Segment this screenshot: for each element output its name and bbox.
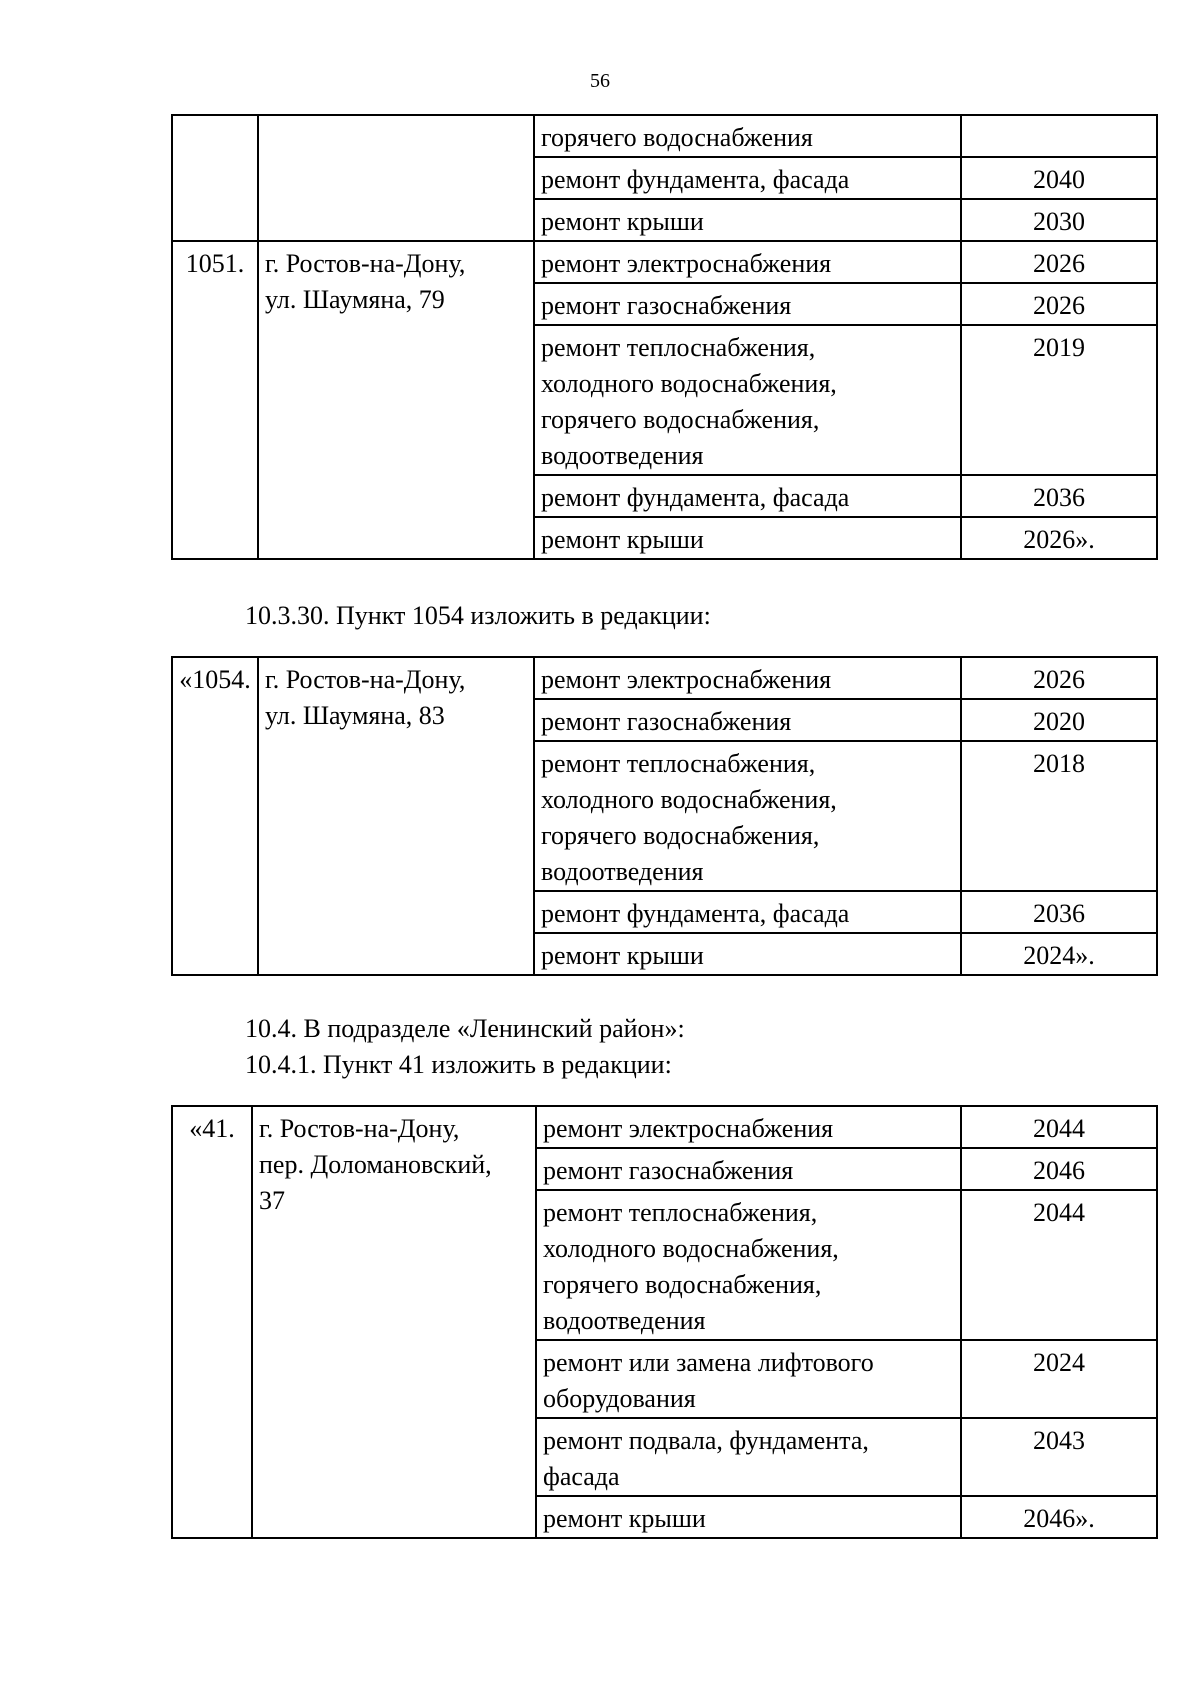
repair-table-1054	[171, 656, 1158, 976]
address-line: пер. Доломановский,	[259, 1150, 492, 1179]
work-cell	[534, 699, 961, 741]
year-cell: 2044	[961, 1190, 1157, 1340]
item-number-cell: «1054.	[172, 657, 258, 975]
work-line: ремонт или замена лифтового	[543, 1348, 874, 1377]
work-line: ремонт газоснабжения	[543, 1156, 794, 1185]
work-line: ремонт электроснабжения	[543, 1114, 834, 1143]
year-cell: 2030	[961, 199, 1157, 241]
year-cell: 2044	[961, 1106, 1157, 1148]
address-line: 37	[259, 1186, 285, 1215]
table-row	[172, 657, 1157, 699]
year-cell: 2026».	[961, 517, 1157, 559]
year-cell: 2024».	[961, 933, 1157, 975]
paragraph-10-3-30: 10.3.30. Пункт 1054 изложить в редакции:	[245, 601, 711, 630]
work-line: ремонт газоснабжения	[541, 707, 792, 736]
work-line: ремонт крыши	[541, 525, 704, 554]
year-cell: 2024	[961, 1340, 1157, 1418]
work-cell	[534, 157, 961, 199]
work-line: ремонт фундамента, фасада	[541, 899, 850, 928]
work-cell	[536, 1190, 961, 1340]
year-cell: 2043	[961, 1418, 1157, 1496]
work-cell	[534, 115, 961, 157]
work-cell	[534, 891, 961, 933]
year-cell: 2018	[961, 741, 1157, 891]
work-cell	[536, 1340, 961, 1418]
year-cell: 2040	[961, 157, 1157, 199]
work-line: ремонт электроснабжения	[541, 249, 832, 278]
year-cell	[961, 115, 1157, 157]
work-line: водоотведения	[541, 857, 704, 886]
work-line: ремонт теплоснабжения,	[541, 749, 816, 778]
work-line: ремонт электроснабжения	[541, 665, 832, 694]
year-cell: 2026	[961, 283, 1157, 325]
address-cell	[252, 1106, 536, 1538]
address-line: ул. Шаумяна, 79	[265, 285, 445, 314]
year-cell: 2036	[961, 891, 1157, 933]
work-cell	[534, 241, 961, 283]
work-cell	[534, 283, 961, 325]
work-line: ремонт теплоснабжения,	[543, 1198, 818, 1227]
address-line: г. Ростов-на-Дону,	[259, 1114, 460, 1143]
work-line: горячего водоснабжения,	[541, 405, 820, 434]
work-line: ремонт газоснабжения	[541, 291, 792, 320]
work-cell	[534, 199, 961, 241]
address-cell	[258, 115, 534, 241]
work-cell	[534, 741, 961, 891]
work-line: холодного водоснабжения,	[541, 785, 837, 814]
page-number: 56	[590, 70, 610, 92]
address-line: г. Ростов-на-Дону,	[265, 665, 466, 694]
address-cell	[258, 657, 534, 975]
item-number-cell: 1051.	[172, 241, 258, 559]
work-line: водоотведения	[543, 1306, 706, 1335]
year-cell: 2020	[961, 699, 1157, 741]
paragraph-10-4-1: 10.4.1. Пункт 41 изложить в редакции:	[245, 1050, 672, 1079]
work-line: горячего водоснабжения,	[543, 1270, 822, 1299]
work-line: ремонт крыши	[543, 1504, 706, 1533]
address-line: ул. Шаумяна, 83	[265, 701, 445, 730]
work-cell	[536, 1418, 961, 1496]
paragraph-10-4: 10.4. В подразделе «Ленинский район»:	[245, 1014, 685, 1043]
item-number-cell: «41.	[172, 1106, 252, 1538]
work-line: ремонт подвала, фундамента,	[543, 1426, 869, 1455]
repair-table-41	[171, 1105, 1158, 1539]
work-line: холодного водоснабжения,	[541, 369, 837, 398]
work-line: фасада	[543, 1462, 620, 1491]
work-line: горячего водоснабжения	[541, 123, 813, 152]
work-cell	[534, 325, 961, 475]
work-line: оборудования	[543, 1384, 696, 1413]
work-line: горячего водоснабжения,	[541, 821, 820, 850]
work-line: ремонт крыши	[541, 207, 704, 236]
address-line: г. Ростов-на-Дону,	[265, 249, 466, 278]
work-cell	[536, 1106, 961, 1148]
work-cell	[534, 657, 961, 699]
work-line: ремонт фундамента, фасада	[541, 165, 850, 194]
year-cell: 2026	[961, 657, 1157, 699]
year-cell: 2019	[961, 325, 1157, 475]
work-line: водоотведения	[541, 441, 704, 470]
work-cell	[536, 1148, 961, 1190]
work-line: ремонт теплоснабжения,	[541, 333, 816, 362]
work-cell	[534, 517, 961, 559]
table-row	[172, 1106, 1157, 1148]
year-cell: 2036	[961, 475, 1157, 517]
address-cell	[258, 241, 534, 559]
table-row	[172, 241, 1157, 283]
work-cell	[536, 1496, 961, 1538]
table-row	[172, 115, 1157, 157]
year-cell: 2046	[961, 1148, 1157, 1190]
work-line: ремонт фундамента, фасада	[541, 483, 850, 512]
year-cell: 2046».	[961, 1496, 1157, 1538]
work-line: холодного водоснабжения,	[543, 1234, 839, 1263]
year-cell: 2026	[961, 241, 1157, 283]
work-line: ремонт крыши	[541, 941, 704, 970]
work-cell	[534, 475, 961, 517]
item-number-cell	[172, 115, 258, 241]
work-cell	[534, 933, 961, 975]
repair-table-1051	[171, 114, 1158, 560]
